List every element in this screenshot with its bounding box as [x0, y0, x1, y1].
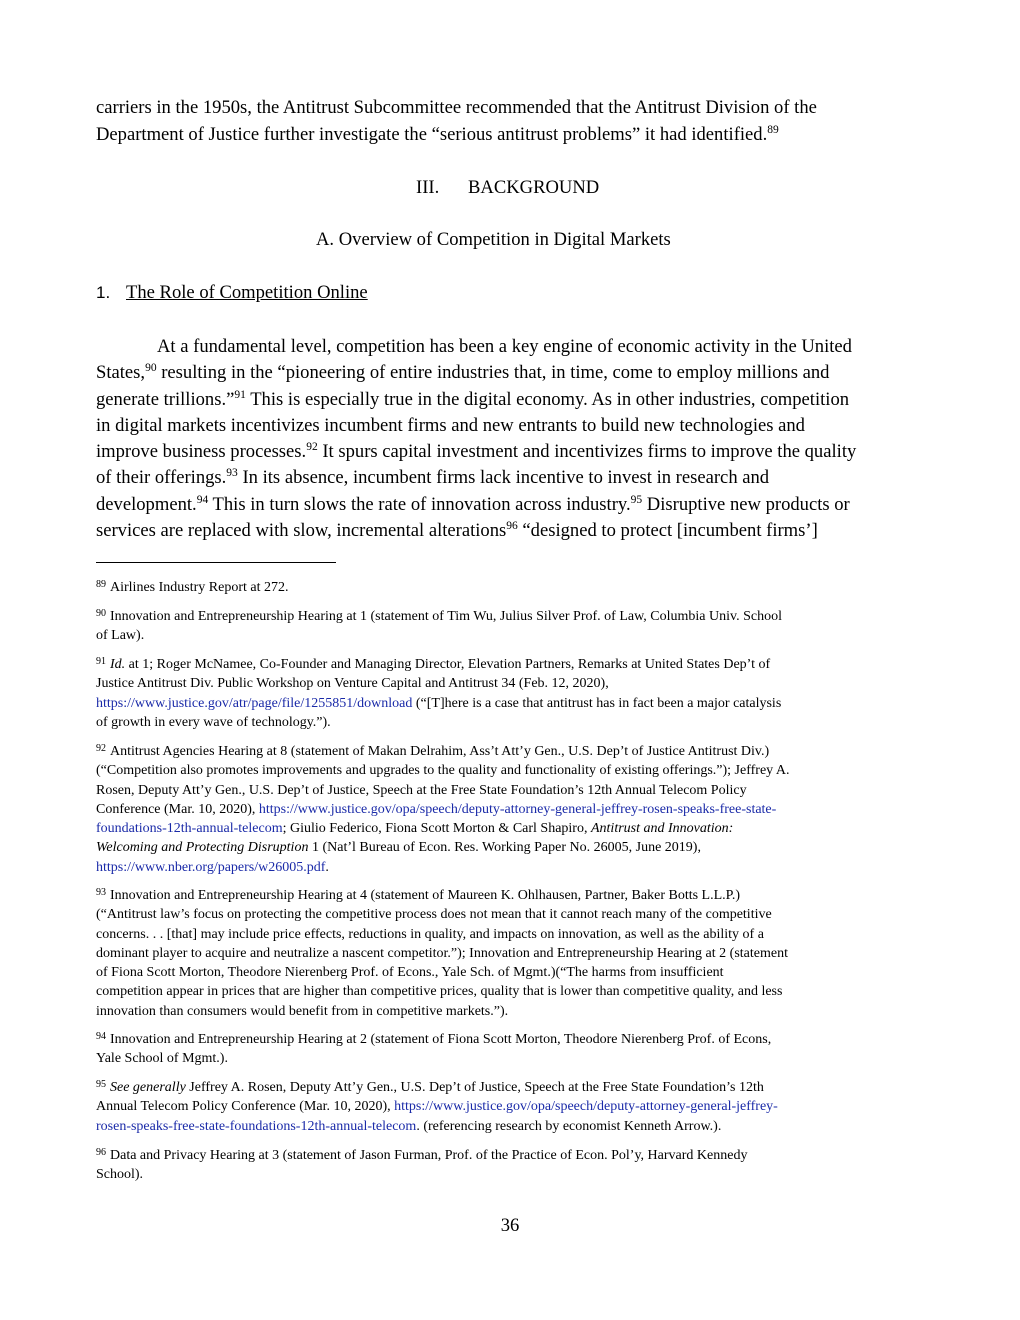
footnote-italic: Welcoming and Protecting Disruption — [96, 840, 309, 856]
footnote-mark: 91 — [96, 656, 106, 667]
footnote-94 — [96, 1027, 926, 1069]
footnote-italic: Id. — [110, 657, 126, 672]
footnote-text: Innovation and Entrepreneurship Hearing at 1 (statement of Tim Wu, Julius Silver Prof. of Law, Columbia Univ. School — [110, 609, 782, 624]
footnote-mark: 94 — [96, 1031, 106, 1042]
footnote-text: Conference (Mar. 10, 2020), — [96, 801, 259, 817]
footnote-ref[interactable]: 92 — [306, 440, 318, 453]
footnote-separator — [96, 562, 336, 563]
footnote-link[interactable]: https://www.nber.org/papers/w26005.pdf — [96, 859, 326, 875]
section-numeral: III. — [416, 177, 440, 198]
footnote-italic: Antitrust and Innovation: — [590, 821, 734, 837]
footnote-ref[interactable]: 91 — [234, 388, 246, 401]
body-line — [96, 389, 849, 411]
footnote-link[interactable]: rosen-speaks-free-state-foundations-12th-annual-telecom — [96, 1118, 417, 1134]
footnote-mark: 92 — [96, 743, 106, 754]
body-line — [96, 520, 818, 542]
body-line — [157, 336, 852, 358]
body-text: development. — [96, 494, 197, 515]
body-text: It spurs capital investment and incentivizes firms to improve the quality — [317, 441, 857, 462]
body-text: improve business processes. — [96, 441, 307, 462]
body-text: generate trillions.” — [96, 389, 235, 410]
footnote-89 — [96, 575, 926, 597]
footnote-link[interactable]: https://www.justice.gov/opa/speech/deputy-attorney-general-jeffrey-rosen-speaks-free-state- — [258, 801, 777, 817]
footnote-93 — [96, 883, 926, 1021]
footnote-text: Rosen, Deputy Att’y Gen., U.S. Dep’t of Justice, Speech at the Free State Foundation’s 12th Annual Telecom Policy — [96, 782, 747, 798]
body-text: States, — [96, 362, 146, 383]
footnote-ref[interactable]: 93 — [226, 466, 238, 479]
footnote-link[interactable]: https://www.justice.gov/opa/speech/deputy-attorney-general-jeffrey- — [394, 1099, 778, 1115]
subsubsection-title: The Role of Competition Online — [126, 282, 368, 303]
body-text: in digital markets incentivizes incumbent firms and new entrants to build new technologies and — [96, 415, 805, 436]
footnote-text: Innovation and Entrepreneurship Hearing at 4 (statement of Maureen K. Ohlhausen, Partner, Baker Botts L.L.P.) — [110, 888, 741, 903]
footnote-mark: 93 — [96, 887, 106, 898]
footnote-mark: 90 — [96, 608, 106, 619]
footnote-ref[interactable]: 94 — [196, 493, 209, 506]
footnote-text: (“Competition also promotes improvements and upgrades to the quality and functionality of existing offerings.”); Jeffrey A. — [96, 763, 790, 779]
body-line — [96, 467, 769, 489]
footnote-link[interactable]: https://www.justice.gov/atr/page/file/1255851/download — [96, 695, 413, 711]
body-text: This in turn slows the rate of innovation across industry. — [208, 494, 631, 515]
footnote-92 — [96, 739, 926, 877]
subsubsection-number: 1. — [96, 283, 111, 302]
footnote-text: dominant player to acquire and neutralize a nascent competitor.”); Innovation and Entrepreneurship Hearing at 2 (statement — [96, 945, 788, 961]
body-text: services are replaced with slow, incremental alterations — [96, 520, 507, 541]
footnote-text: . (referencing research by economist Kenneth Arrow.). — [416, 1118, 722, 1134]
subsubsection-heading — [96, 282, 368, 304]
footnote-mark: 96 — [96, 1147, 106, 1158]
body-text: carriers in the 1950s, the Antitrust Subcommittee recommended that the Antitrust Division of the — [96, 97, 817, 118]
section-heading — [416, 177, 599, 199]
footnote-text: (“[T]here is a case that antitrust has in fact been a major catalysis — [412, 695, 782, 711]
body-text: This is especially true in the digital economy. As in other industries, competition — [245, 389, 850, 410]
footnote-text: Yale School of Mgmt.). — [96, 1051, 228, 1067]
footnote-text: of Fiona Scott Morton, Theodore Nierenberg Prof. of Econs., Yale Sch. of Mgmt.)(“The harms from insufficient — [96, 965, 724, 981]
footnote-text: Annual Telecom Policy Conference (Mar. 10, 2020), — [96, 1099, 395, 1115]
footnote-link[interactable]: foundations-12th-annual-telecom — [96, 821, 283, 837]
footnote-text: of Law). — [96, 628, 145, 644]
page-number: 36 — [500, 1215, 520, 1236]
body-text: At a fundamental level, competition has been a key engine of economic activity in the United — [157, 336, 852, 357]
footnote-text: competition appear in prices that are higher than competitive prices, quality that is lower than competitive quality, and less — [96, 984, 783, 1000]
footnote-ref[interactable]: 95 — [630, 493, 643, 506]
body-line — [96, 362, 829, 384]
footnote-ref[interactable]: 89 — [767, 123, 779, 136]
footnote-95 — [96, 1075, 926, 1136]
body-line — [96, 124, 779, 146]
section-title: BACKGROUND — [468, 177, 600, 198]
footnote-text: . — [325, 859, 329, 875]
footnote-91 — [96, 652, 926, 732]
footnote-text: Justice Antitrust Div. Public Workshop on Venture Capital and Antitrust 34 (Feb. 12, 2020), — [96, 676, 609, 692]
body-line — [96, 494, 850, 516]
footnote-text: innovation than consumers would benefit from in competitive markets.”). — [96, 1003, 509, 1019]
footnote-text: Innovation and Entrepreneurship Hearing at 2 (statement of Fiona Scott Morton, Theodore Nierenberg Prof. of Econs, — [110, 1032, 772, 1047]
footnote-96 — [96, 1143, 926, 1185]
footnote-text: 1 (Nat’l Bureau of Econ. Res. Working Paper No. 26005, June 2019), — [308, 840, 701, 856]
body-text: “designed to protect [incumbent firms’] — [517, 520, 818, 541]
body-line — [96, 97, 817, 119]
subsection-heading: A. Overview of Competition in Digital Markets — [316, 229, 671, 250]
footnote-text: Data and Privacy Hearing at 3 (statement of Jason Furman, Prof. of the Practice of Econ. Pol’y, Harvard Kennedy — [110, 1148, 748, 1163]
footnote-mark: 95 — [96, 1079, 106, 1090]
body-text: In its absence, incumbent firms lack incentive to invest in research and — [237, 467, 770, 488]
footnote-text: (“Antitrust law’s focus on protecting the competitive process does not mean that it cannot reach many of the competitive — [96, 907, 772, 923]
body-line — [96, 441, 856, 463]
footnote-text: of growth in every wave of technology.”). — [96, 714, 331, 730]
footnote-text: ; Giulio Federico, Fiona Scott Morton & Carl Shapiro, — [282, 821, 591, 837]
footnote-text: Antitrust Agencies Hearing at 8 (statement of Makan Delrahim, Ass’t Att’y Gen., U.S. Dep’t of Justice Antitrust Div.) — [110, 744, 770, 759]
body-text: Department of Justice further investigate the “serious antitrust problems” it had identified. — [96, 124, 768, 145]
footnote-italic: See generally — [110, 1080, 186, 1095]
body-text: of their offerings. — [96, 467, 227, 488]
body-text: resulting in the “pioneering of entire industries that, in time, come to employ millions and — [156, 362, 830, 383]
footnote-mark: 89 — [96, 579, 106, 590]
footnote-text: at 1; Roger McNamee, Co-Founder and Managing Director, Elevation Partners, Remarks at United States Dep’t of — [125, 657, 771, 672]
footnote-ref[interactable]: 90 — [145, 361, 157, 374]
footnote-text: Airlines Industry Report at 272. — [110, 580, 289, 595]
footnote-text: concerns. . . [that] may include price effects, reductions in quality, and impacts on innovation, as well as the ability of a — [96, 926, 764, 942]
body-line — [96, 415, 805, 437]
body-text: Disruptive new products or — [642, 494, 850, 515]
footnote-text: Jeffrey A. Rosen, Deputy Att’y Gen., U.S. Dep’t of Justice, Speech at the Free State Foundation’s 12th — [185, 1080, 764, 1095]
footnote-90 — [96, 604, 926, 646]
footnote-text: School). — [96, 1167, 144, 1183]
footnote-ref[interactable]: 96 — [506, 519, 518, 532]
